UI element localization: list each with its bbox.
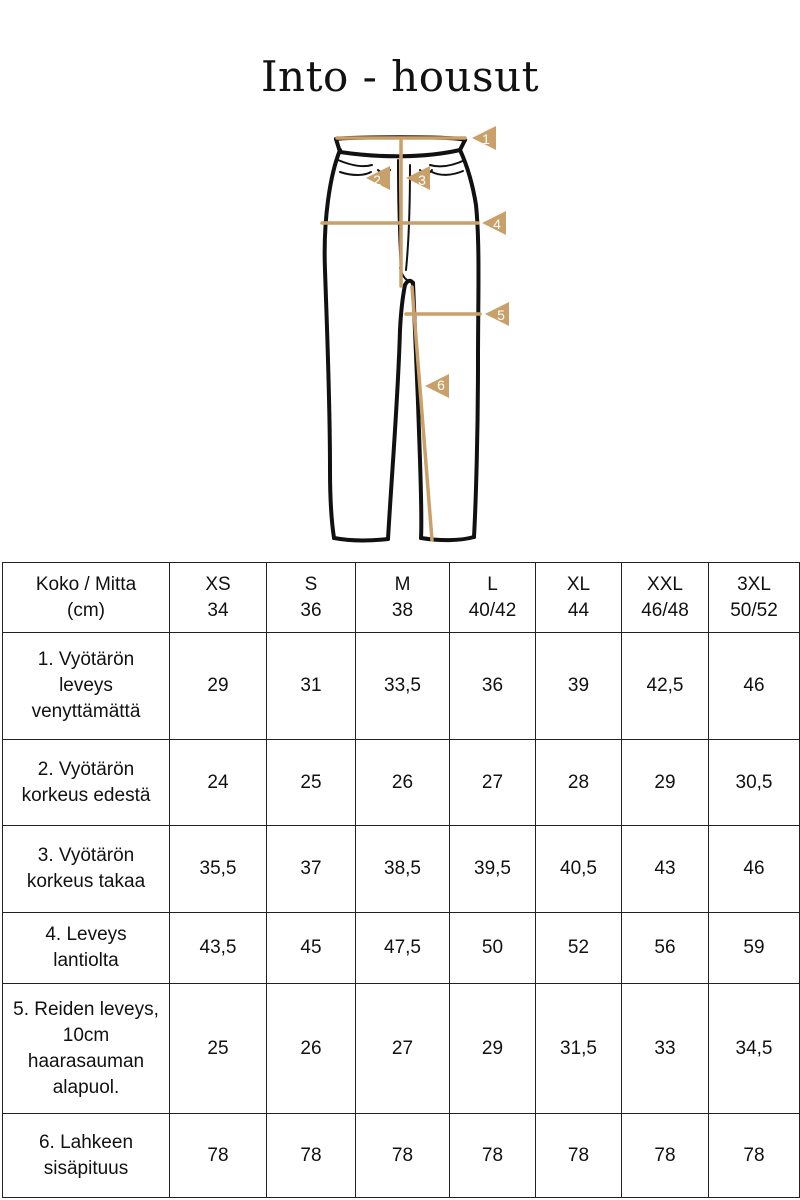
table-cell: 52 bbox=[536, 913, 622, 984]
table-cell: 43,5 bbox=[170, 913, 267, 984]
table-cell: 26 bbox=[356, 740, 450, 826]
table-cell: 78 bbox=[709, 1114, 800, 1198]
header-size-xs: XS 34 bbox=[170, 563, 267, 633]
table-row bbox=[3, 826, 800, 913]
header-label: Koko / Mitta (cm) bbox=[3, 563, 170, 633]
table-cell: 40,5 bbox=[536, 826, 622, 913]
svg-text:6: 6 bbox=[437, 377, 445, 393]
table-cell: 46 bbox=[709, 633, 800, 740]
table-cell: 43 bbox=[622, 826, 709, 913]
table-cell: 29 bbox=[450, 984, 536, 1114]
row-label: 2. Vyötärön korkeus edestä bbox=[3, 740, 170, 826]
table-cell: 56 bbox=[622, 913, 709, 984]
row-label: 1. Vyötärön leveys venyttämättä bbox=[3, 633, 170, 740]
table-cell: 27 bbox=[356, 984, 450, 1114]
table-cell: 78 bbox=[356, 1114, 450, 1198]
size-chart-table bbox=[2, 562, 800, 1198]
table-cell: 25 bbox=[267, 740, 356, 826]
svg-text:5: 5 bbox=[497, 307, 505, 323]
table-row bbox=[3, 633, 800, 740]
table-cell: 31,5 bbox=[536, 984, 622, 1114]
page-title: Into - housut bbox=[260, 52, 540, 101]
svg-text:1: 1 bbox=[482, 131, 490, 147]
table-cell: 78 bbox=[450, 1114, 536, 1198]
table-cell: 78 bbox=[267, 1114, 356, 1198]
pants-measurement-diagram bbox=[0, 0, 800, 560]
table-cell: 30,5 bbox=[709, 740, 800, 826]
table-cell: 36 bbox=[450, 633, 536, 740]
table-cell: 50 bbox=[450, 913, 536, 984]
table-cell: 29 bbox=[622, 740, 709, 826]
table-cell: 37 bbox=[267, 826, 356, 913]
header-size-xxl: XXL 46/48 bbox=[622, 563, 709, 633]
header-size-s: S 36 bbox=[267, 563, 356, 633]
table-header-row bbox=[3, 563, 800, 633]
header-size-xl: XL 44 bbox=[536, 563, 622, 633]
row-label: 6. Lahkeen sisäpituus bbox=[3, 1114, 170, 1198]
table-cell: 45 bbox=[267, 913, 356, 984]
row-label: 3. Vyötärön korkeus takaa bbox=[3, 826, 170, 913]
marker-1-icon bbox=[472, 126, 496, 150]
table-cell: 78 bbox=[536, 1114, 622, 1198]
svg-text:4: 4 bbox=[493, 216, 501, 232]
header-size-m: M 38 bbox=[356, 563, 450, 633]
table-cell: 28 bbox=[536, 740, 622, 826]
table-cell: 47,5 bbox=[356, 913, 450, 984]
table-cell: 78 bbox=[622, 1114, 709, 1198]
table-cell: 26 bbox=[267, 984, 356, 1114]
marker-5-icon bbox=[485, 302, 509, 326]
table-cell: 78 bbox=[170, 1114, 267, 1198]
marker-6-icon bbox=[425, 374, 449, 398]
table-row bbox=[3, 740, 800, 826]
table-cell: 42,5 bbox=[622, 633, 709, 740]
marker-4-icon bbox=[482, 211, 506, 235]
table-cell: 33,5 bbox=[356, 633, 450, 740]
table-cell: 31 bbox=[267, 633, 356, 740]
table-row bbox=[3, 984, 800, 1114]
table-cell: 33 bbox=[622, 984, 709, 1114]
table-cell: 25 bbox=[170, 984, 267, 1114]
table-cell: 34,5 bbox=[709, 984, 800, 1114]
table-row bbox=[3, 913, 800, 984]
table-cell: 59 bbox=[709, 913, 800, 984]
table-cell: 29 bbox=[170, 633, 267, 740]
svg-text:2: 2 bbox=[373, 172, 381, 188]
row-label: 4. Leveys lantiolta bbox=[3, 913, 170, 984]
table-cell: 46 bbox=[709, 826, 800, 913]
table-cell: 35,5 bbox=[170, 826, 267, 913]
table-cell: 39,5 bbox=[450, 826, 536, 913]
table-cell: 24 bbox=[170, 740, 267, 826]
svg-text:3: 3 bbox=[418, 172, 426, 188]
row-label: 5. Reiden leveys, 10cm haarasauman alapuol. bbox=[3, 984, 170, 1114]
table-cell: 27 bbox=[450, 740, 536, 826]
header-size-l: L 40/42 bbox=[450, 563, 536, 633]
table-cell: 38,5 bbox=[356, 826, 450, 913]
header-size-3xl: 3XL 50/52 bbox=[709, 563, 800, 633]
table-row bbox=[3, 1114, 800, 1198]
table-cell: 39 bbox=[536, 633, 622, 740]
